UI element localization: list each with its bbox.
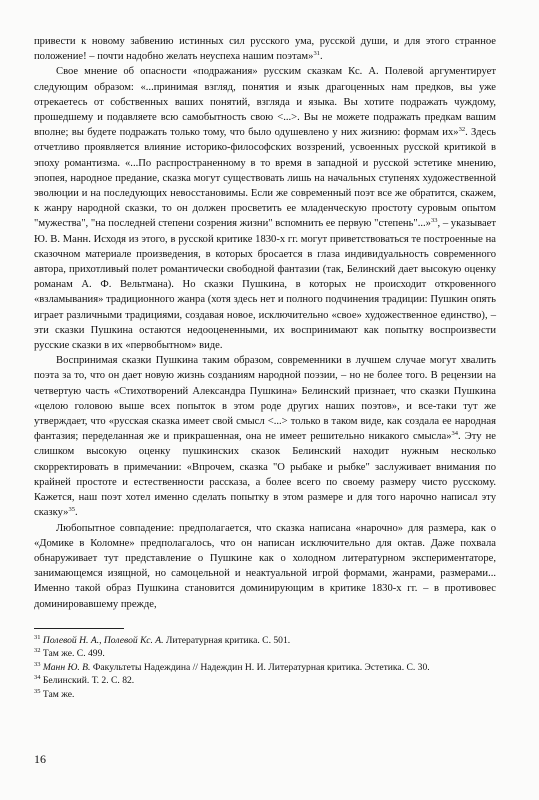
paragraph-text: привести к новому забвению истинных сил русского ума, русской души, и для этого странное положение! – почти надобно желать неуспеха нашим поэтам» [34, 36, 496, 63]
page-number: 16 [34, 752, 46, 766]
footnote-text: Там же. С. 499. [42, 648, 105, 660]
footnote-separator [34, 628, 124, 629]
footnotes [34, 634, 496, 701]
paragraph-text: Воспринимая сказки Пушкина таким образом, современники в лучшем случае могут хвалить поэта за то, что он дает новую жизнь созданиям народной поэзии, – но не более того. В рецензии на четвертую часть «Стихотворений Александра Пушкина» Белинский признает, что сказки Пушкина «целою головою выше всех попыток в этом роде других наших поэтов», и все-таки тут же утверждает, что «русская сказка имеет свой смысл <...> только в таком виде, как создала ее народная фантазия; переделанная же и прикрашенная, она не имеет решительно никакого смысла» [34, 355, 496, 443]
footnote-author: Манн Ю. В. [42, 661, 91, 673]
paragraph-text: . [74, 507, 78, 519]
footnote-ref: 33 [430, 217, 438, 225]
paragraph-text: . [319, 51, 323, 63]
footnote-33 [34, 661, 496, 674]
main-text [34, 34, 496, 612]
paragraph-text: . Здесь отчетливо проявляется влияние историко-философских воззрений, усвоенных русской критикой в эпоху романтизма. «...По распространенному в то время в западной и русской эстетике мнению, эпопея, народное предание, сказка могут существовать лишь на начальных ступенях художественной эволюции и на последующих невосстановимы. Если же современный поэт все же обратится, скажем, к жанру народной сказки, то он должен просветить ее младенческую простоту суровым опытом "мужества", "на последней степени созрения жизни" вспомнить ее первую "степень"...» [34, 127, 496, 230]
footnote-35 [34, 688, 496, 701]
paragraph-2 [34, 64, 496, 353]
paragraph-4 [34, 521, 496, 612]
footnote-number: 34 [34, 674, 41, 682]
footnote-ref: 31 [313, 50, 320, 58]
footnote-text: Литературная критика. С. 501. [163, 635, 291, 646]
footnote-number: 32 [34, 647, 41, 655]
footnote-ref: 32 [458, 126, 466, 134]
paragraph-text: Свое мнение об опасности «подражания» русским сказкам Кс. А. Полевой аргументирует следующим образом: «...принимая взгляд, понятия и язык драгоценных нам предков, вы уже отрекаетесь от собственных ваших понятий, взгляда и языка. Вы хотите подражать чуждому, прошедшему и подавляете всю самобытность свою <...>. Вы не можете подражать предкам вашим вполне; вы будете подражать только тому, что было одушевлено у них жизнию: формам их» [34, 66, 496, 139]
paragraph-text: . Эту не слишком высокую оценку пушкинских сказок Белинский находит нужным несколько скорректировать в примечании: «Впрочем, сказка "О рыбаке и рыбке" заслуживает внимания по крайней простоте и естественности рассказа, а более всего по своему размеру чисто русскому. Кажется, наш поэт хотел именно сделать попытку в этом размере и для того нарочно написал эту сказку» [34, 431, 496, 519]
paragraph-3 [34, 353, 496, 520]
footnote-ref: 34 [451, 430, 459, 438]
footnote-32 [34, 647, 496, 660]
paragraph-text: , – указывает Ю. В. Манн. Исходя из этого, в русской критике 1830-х гг. могут приветствоваться те построенные на сказочном материале произведения, в которых бросается в глаза индивидуальность современного автора, прихотливый полет романтически свободной фантазии (так, Белинский дает высокую оценку романам А. Ф. Вельтмана). Но сказки Пушкина, в которых не происходит откровенного «взламывания» традиционного жанра (хотя здесь нет и полного подчинения традиции: Пушкин опять играет различными традициями, создавая новое, исключительно «свое» художественное единство), – эти сказки Пушкина остаются недооцененными, их воспринимают как попытку воспроизвести русские сказки в их «первобытном» виде. [34, 218, 496, 352]
footnote-31 [34, 634, 496, 647]
footnote-34 [34, 674, 496, 687]
footnote-text: Факультеты Надеждина // Надеждин Н. И. Литературная критика. Эстетика. С. 30. [90, 661, 430, 673]
paragraph-1 [34, 34, 496, 64]
footnote-text: Белинский. Т. 2. С. 82. [42, 675, 135, 687]
footnote-number: 31 [34, 634, 41, 641]
footnote-author: Полевой Н. А., Полевой Кс. А. [42, 635, 164, 646]
footnote-number: 33 [34, 660, 41, 668]
footnote-number: 35 [34, 687, 41, 695]
footnote-text: Там же. [42, 688, 75, 700]
footnote-ref: 35 [68, 506, 75, 514]
paragraph-text: Любопытное совпадение: предполагается, что сказка написана «нарочно» для размера, как о «Домике в Коломне» предполагалось, что он написан исключительно для октав. Даже похвала обнаруживает тут представление о Пушкине как о холодном литературном экспериментаторе, занимающемся изящной, но самоцельной и неактуальной игрой формами, жанрами, размерами... Именно такой образ Пушкина становится доминирующим в критике 1830-х гг. – в противовес доминировавшему прежде, [34, 522, 496, 610]
